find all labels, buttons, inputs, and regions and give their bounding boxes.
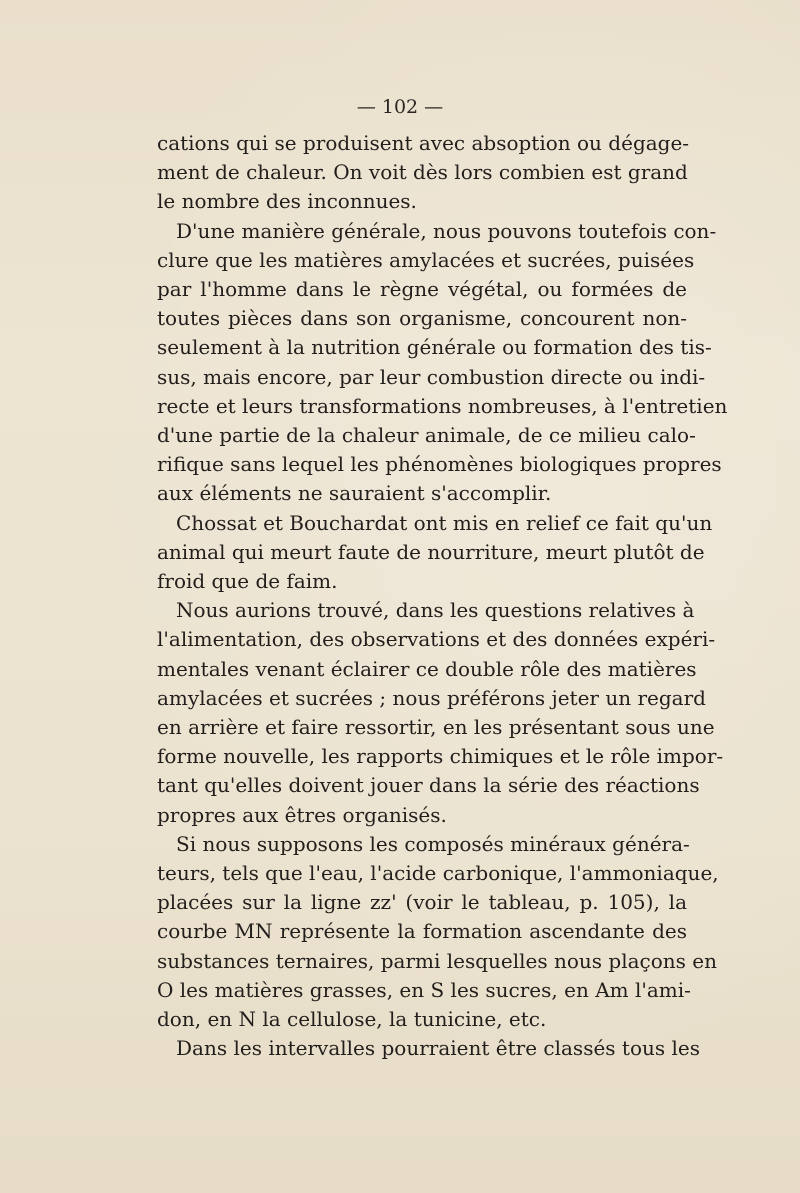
text-line: tant qu'elles doivent jouer dans la série des réactions <box>157 773 700 798</box>
text-line: clure que les matières amylacées et sucrées, puisées <box>157 247 695 272</box>
text-line: teurs, tels que l'eau, l'acide carbonique, l'ammoniaque, <box>157 861 719 886</box>
paragraph <box>157 1034 700 1063</box>
text-line: par l'homme dans le règne végétal, ou formées de <box>157 277 687 302</box>
text-line: mentales venant éclairer ce double rôle des matières <box>157 656 697 681</box>
text-line: Nous aurions trouvé, dans les questions relatives à <box>176 598 695 623</box>
text-line: Chossat et Bouchardat ont mis en relief ce fait qu'un <box>176 510 713 535</box>
body-text <box>157 129 728 1064</box>
paragraph <box>157 509 713 597</box>
text-line: rifique sans lequel les phénomènes biologiques propres <box>157 452 722 477</box>
text-line: Si nous supposons les composés minéraux généra- <box>176 831 690 856</box>
text-line: don, en N la cellulose, la tunicine, etc. <box>157 1007 547 1032</box>
text-line: seulement à la nutrition générale ou formation des tis- <box>157 335 712 360</box>
text-line: cations qui se produisent avec absoption ou dégage- <box>157 131 690 155</box>
text-line: D'une manière générale, nous pouvons toutefois con- <box>176 218 717 243</box>
text-line: substances ternaires, parmi lesquelles nous plaçons en <box>157 948 717 973</box>
text-line: toutes pièces dans son organisme, concourent non- <box>157 306 687 331</box>
page-number: — 102 — <box>356 96 444 118</box>
paragraph <box>157 830 719 1034</box>
text-line: courbe MN représente la formation ascendante des <box>157 919 687 944</box>
text-line: amylacées et sucrées ; nous préférons jeter un regard <box>157 685 706 710</box>
text-line: animal qui meurt faute de nourriture, meurt plutôt de <box>157 539 705 564</box>
text-line: aux éléments ne sauraient s'accomplir. <box>157 481 552 506</box>
text-line: le nombre des inconnues. <box>157 189 417 214</box>
text-line: O les matières grasses, en S les sucres, en Am l'ami- <box>157 977 691 1002</box>
text-line: l'alimentation, des observations et des données expéri- <box>157 627 716 652</box>
text-line: propres aux êtres organisés. <box>157 802 447 827</box>
text-line: forme nouvelle, les rapports chimiques et le rôle impor- <box>157 744 724 769</box>
paragraph <box>157 129 690 217</box>
text-line: en arrière et faire ressortir, en les présentant sous une <box>157 715 715 740</box>
text-line: sus, mais encore, par leur combustion directe ou indi- <box>157 364 706 389</box>
text-line: froid que de faim. <box>157 569 338 594</box>
text-line: placées sur la ligne zz' (voir le tableau, p. 105), la <box>157 890 687 915</box>
text-line: ment de chaleur. On voit dès lors combien est grand <box>157 160 688 185</box>
text-line: recte et leurs transformations nombreuses, à l'entretien <box>157 393 728 418</box>
text-line: Dans les intervalles pourraient être classés tous les <box>176 1036 700 1061</box>
paragraph <box>157 596 724 830</box>
text-line: d'une partie de la chaleur animale, de ce milieu calo- <box>157 423 696 448</box>
paragraph <box>157 217 728 509</box>
